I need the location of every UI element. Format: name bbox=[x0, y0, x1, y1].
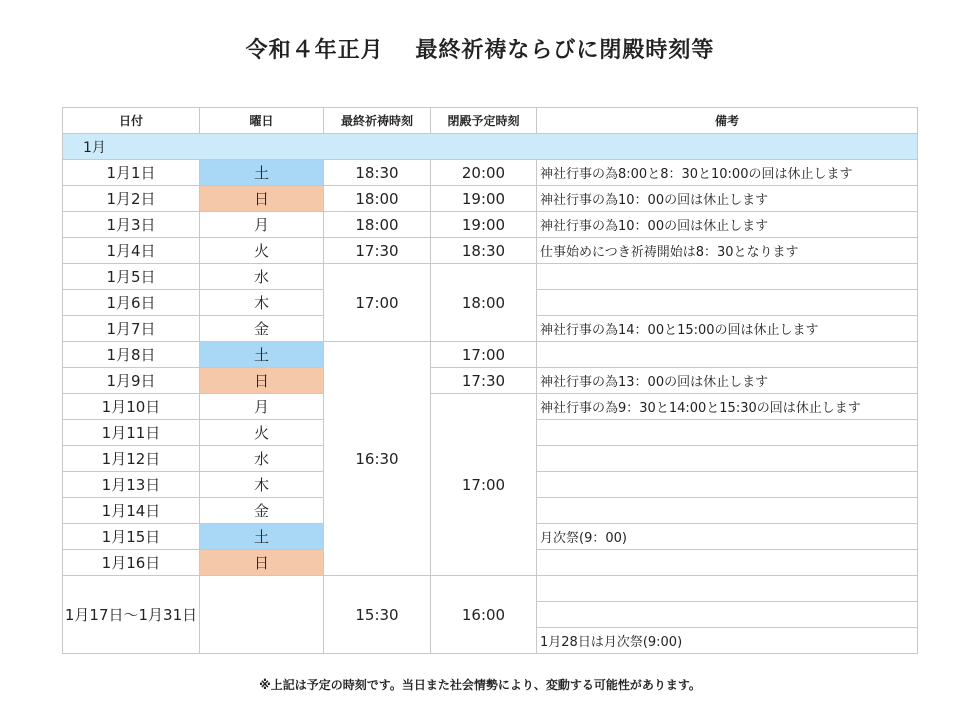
closing-time-cell: 19:00 bbox=[431, 186, 537, 212]
month-row bbox=[63, 134, 918, 160]
date-cell: 1月11日 bbox=[63, 420, 200, 446]
note-cell: 仕事始めにつき祈祷開始は8：30となります bbox=[537, 238, 918, 264]
prayer-time-cell: 17:30 bbox=[324, 238, 431, 264]
date-cell: 1月1日 bbox=[63, 160, 200, 186]
table-row bbox=[63, 160, 918, 186]
note-cell bbox=[537, 602, 918, 628]
table-row bbox=[63, 212, 918, 238]
prayer-time-cell: 18:00 bbox=[324, 212, 431, 238]
date-cell: 1月2日 bbox=[63, 186, 200, 212]
table-row bbox=[63, 394, 918, 420]
table-row bbox=[63, 576, 918, 602]
month-label: 1月 bbox=[63, 134, 918, 160]
note-cell bbox=[537, 290, 918, 316]
closing-time-cell: 16:00 bbox=[431, 576, 537, 654]
prayer-time-cell: 18:00 bbox=[324, 186, 431, 212]
note-cell: 神社行事の為10：00の回は休止します bbox=[537, 186, 918, 212]
note-cell: 神社行事の為8:00と8：30と10:00の回は休止します bbox=[537, 160, 918, 186]
date-cell: 1月17日～1月31日 bbox=[63, 576, 200, 654]
table-row bbox=[63, 342, 918, 368]
note-cell bbox=[537, 576, 918, 602]
prayer-time-cell: 17:00 bbox=[324, 264, 431, 342]
note-cell: 月次祭(9：00) bbox=[537, 524, 918, 550]
date-cell: 1月6日 bbox=[63, 290, 200, 316]
note-cell bbox=[537, 446, 918, 472]
weekday-cell: 日 bbox=[200, 186, 324, 212]
header-notes: 備考 bbox=[537, 108, 918, 134]
note-cell bbox=[537, 420, 918, 446]
weekday-cell: 水 bbox=[200, 264, 324, 290]
table-row bbox=[63, 186, 918, 212]
date-cell: 1月7日 bbox=[63, 316, 200, 342]
closing-time-cell: 17:00 bbox=[431, 394, 537, 576]
weekday-cell: 月 bbox=[200, 212, 324, 238]
weekday-cell: 土 bbox=[200, 342, 324, 368]
date-cell: 1月3日 bbox=[63, 212, 200, 238]
date-cell: 1月13日 bbox=[63, 472, 200, 498]
note-cell: 神社行事の為13：00の回は休止します bbox=[537, 368, 918, 394]
weekday-cell: 木 bbox=[200, 472, 324, 498]
weekday-cell: 火 bbox=[200, 420, 324, 446]
weekday-cell: 金 bbox=[200, 498, 324, 524]
note-cell bbox=[537, 264, 918, 290]
date-cell: 1月10日 bbox=[63, 394, 200, 420]
date-cell: 1月15日 bbox=[63, 524, 200, 550]
closing-time-cell: 19:00 bbox=[431, 212, 537, 238]
note-cell bbox=[537, 342, 918, 368]
closing-time-cell: 20:00 bbox=[431, 160, 537, 186]
note-cell: 1月28日は月次祭(9:00) bbox=[537, 628, 918, 654]
date-cell: 1月16日 bbox=[63, 550, 200, 576]
table-row bbox=[63, 264, 918, 290]
table-row bbox=[63, 238, 918, 264]
closing-time-cell: 18:30 bbox=[431, 238, 537, 264]
weekday-cell: 月 bbox=[200, 394, 324, 420]
prayer-time-cell: 15:30 bbox=[324, 576, 431, 654]
header-date: 日付 bbox=[63, 108, 200, 134]
weekday-cell bbox=[200, 576, 324, 654]
prayer-time-cell: 16:30 bbox=[324, 342, 431, 576]
table-row bbox=[63, 368, 918, 394]
header-weekday: 曜日 bbox=[200, 108, 324, 134]
weekday-cell: 水 bbox=[200, 446, 324, 472]
schedule-table bbox=[62, 107, 918, 654]
weekday-cell: 土 bbox=[200, 524, 324, 550]
date-cell: 1月12日 bbox=[63, 446, 200, 472]
closing-time-cell: 17:30 bbox=[431, 368, 537, 394]
weekday-cell: 日 bbox=[200, 550, 324, 576]
weekday-cell: 金 bbox=[200, 316, 324, 342]
date-cell: 1月14日 bbox=[63, 498, 200, 524]
closing-time-cell: 17:00 bbox=[431, 342, 537, 368]
prayer-time-cell: 18:30 bbox=[324, 160, 431, 186]
date-cell: 1月4日 bbox=[63, 238, 200, 264]
note-cell: 神社行事の為10：00の回は休止します bbox=[537, 212, 918, 238]
date-cell: 1月8日 bbox=[63, 342, 200, 368]
header-closing-time: 閉殿予定時刻 bbox=[431, 108, 537, 134]
weekday-cell: 土 bbox=[200, 160, 324, 186]
note-cell bbox=[537, 472, 918, 498]
note-cell: 神社行事の為14：00と15:00の回は休止します bbox=[537, 316, 918, 342]
weekday-cell: 火 bbox=[200, 238, 324, 264]
note-cell bbox=[537, 550, 918, 576]
date-cell: 1月9日 bbox=[63, 368, 200, 394]
note-cell bbox=[537, 498, 918, 524]
header-row bbox=[63, 108, 918, 134]
note-cell: 神社行事の為9：30と14:00と15:30の回は休止します bbox=[537, 394, 918, 420]
header-prayer-time: 最終祈祷時刻 bbox=[324, 108, 431, 134]
footer-note: ※上記は予定の時刻です。当日また社会情勢により、変動する可能性があります。 bbox=[259, 678, 701, 692]
weekday-cell: 木 bbox=[200, 290, 324, 316]
weekday-cell: 日 bbox=[200, 368, 324, 394]
date-cell: 1月5日 bbox=[63, 264, 200, 290]
page-title: 令和４年正月 最終祈祷ならびに閉殿時刻等 bbox=[245, 37, 715, 63]
closing-time-cell: 18:00 bbox=[431, 264, 537, 342]
